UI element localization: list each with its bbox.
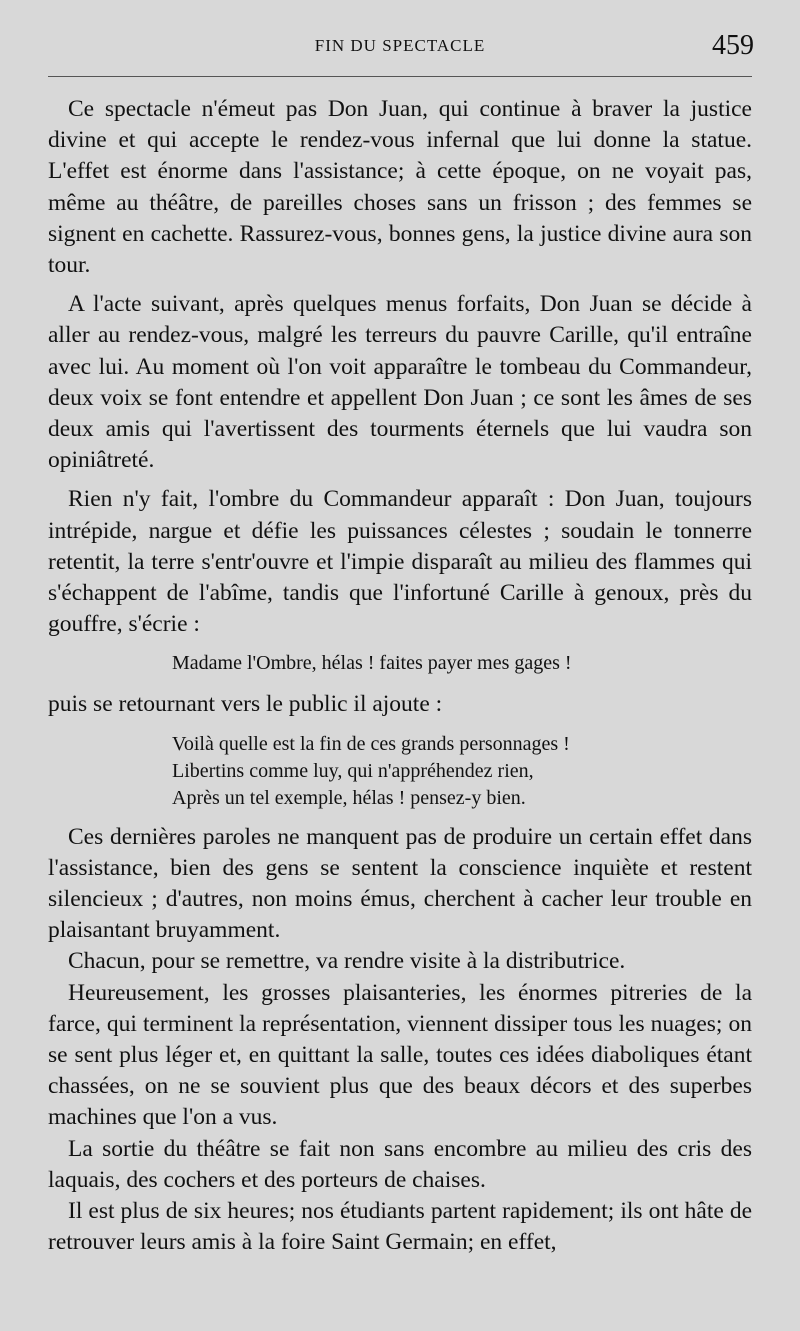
running-title: FIN DU SPECTACLE xyxy=(314,36,486,55)
paragraph-2: A l'acte suivant, après quelques menus forfaits, Don Juan se décide à aller au rendez-vous, malgré les terreurs du pauvre Carille, qu'il entraîne avec lui. Au moment où l'on voit apparaître le tombeau du Commandeur, deux voix se font entendre et appellent Don Juan ; ce sont les âmes de ses deux amis qui l'avertissent des tourments éternels que lui vaudra son opiniâtreté. xyxy=(48,291,752,474)
running-head xyxy=(0,30,800,66)
paragraph-4: Ces dernières paroles ne manquent pas de produire un certain effet dans l'assistance, bien des gens se sentent la conscience inquiète et restent silencieux ; d'autres, non moins émus, cherchent à cacher leur trouble en plaisantant bruyamment. xyxy=(48,823,752,944)
header-rule xyxy=(48,76,752,77)
verse-line: Madame l'Ombre, hélas ! faites payer mes gages ! xyxy=(172,652,572,675)
transition-line: puis se retournant vers le public il ajoute : xyxy=(48,691,443,718)
page-number: 459 xyxy=(712,30,754,61)
page-body xyxy=(48,94,752,1259)
verse-quote-1 xyxy=(172,650,752,677)
verse-line: Libertins comme luy, qui n'appréhendez rien, xyxy=(172,759,534,782)
paragraph-5: Chacun, pour se remettre, va rendre visite à la distributrice. xyxy=(68,948,626,975)
paragraph-3: Rien n'y fait, l'ombre du Commandeur apparaît : Don Juan, toujours intrépide, nargue et défie les puissances célestes ; soudain le tonnerre retentit, la terre s'entr'ouvre et l'impie disparaît au milieu des flammes qui s'échappent de l'abîme, tandis que l'infortuné Carille à genoux, près du gouffre, s'écrie : xyxy=(48,486,752,638)
paragraph-6: Heureusement, les grosses plaisanteries, les énormes pitreries de la farce, qui terminent la représentation, viennent dissiper tous les nuages; on se sent plus léger et, en quittant la salle, toutes ces idées diaboliques étant chassées, on ne se souvient plus que des beaux décors et des superbes machines que l'on a vus. xyxy=(48,979,752,1131)
verse-line: Après un tel exemple, hélas ! pensez-y bien. xyxy=(172,786,526,809)
paragraph-7: La sortie du théâtre se fait non sans encombre au milieu des cris des laquais, des cochers et des porteurs de chaises. xyxy=(48,1135,752,1193)
verse-quote-2 xyxy=(172,731,752,812)
paragraph-1: Ce spectacle n'émeut pas Don Juan, qui continue à braver la justice divine et qui accepte le rendez-vous infernal que lui donne la statue. L'effet est énorme dans l'assistance; à cette époque, on ne voyait pas, même au théâtre, de pareilles choses sans un frisson ; des femmes se signent en cachette. Rassurez-vous, bonnes gens, la justice divine aura son tour. xyxy=(48,96,752,279)
paragraph-8: Il est plus de six heures; nos étudiants partent rapidement; ils ont hâte de retrouver leurs amis à la foire Saint Germain; en effet, xyxy=(48,1198,752,1256)
verse-line: Voilà quelle est la fin de ces grands personnages ! xyxy=(172,732,570,755)
